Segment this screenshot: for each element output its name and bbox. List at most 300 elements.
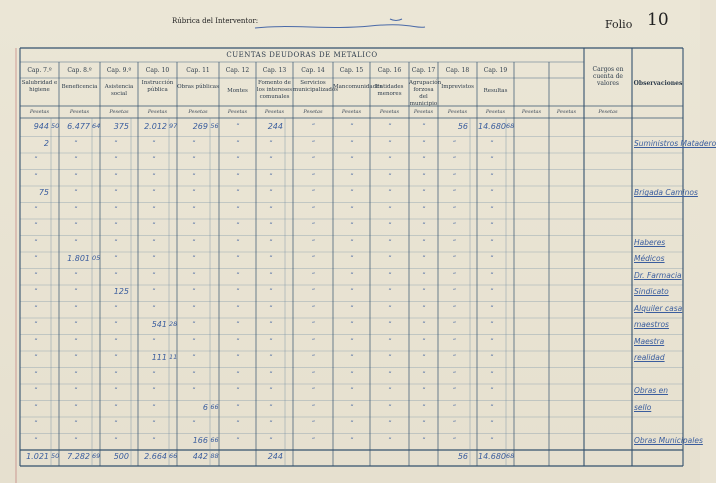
column-cap-label: Cap. 15: [339, 67, 364, 74]
ditto-mark: ”: [113, 238, 118, 246]
ditto-mark: ”: [113, 370, 118, 378]
ditto-mark: ”: [489, 354, 494, 362]
ditto-mark: ”: [268, 189, 273, 197]
ditto-mark: ”: [73, 139, 78, 147]
ditto-mark: ”: [191, 420, 196, 428]
amount-pesetas: 1.021: [26, 452, 49, 461]
column-name-label: Servicios municipalizados: [293, 80, 339, 93]
ditto-mark: ”: [311, 387, 315, 395]
ditto-mark: ”: [421, 139, 426, 147]
ditto-mark: ”: [113, 304, 118, 312]
ditto-mark: ”: [387, 370, 392, 378]
column-unit-label: Pesetas: [598, 109, 618, 115]
ditto-mark: ”: [268, 436, 273, 444]
ditto-mark: ”: [311, 321, 315, 329]
column-unit-label: Pesetas: [69, 109, 90, 115]
ditto-mark: ”: [268, 403, 273, 411]
ditto-mark: ”: [311, 436, 315, 444]
ditto-mark: ”: [73, 205, 78, 213]
amount-pesetas: 1.801: [67, 254, 90, 264]
ditto-mark: ”: [268, 271, 273, 279]
ditto-mark: ”: [113, 337, 118, 345]
ditto-mark: ”: [235, 321, 240, 329]
ditto-mark: ”: [191, 205, 196, 213]
ditto-mark: ”: [113, 189, 118, 197]
ditto-mark: ”: [191, 370, 196, 378]
ditto-mark: ”: [33, 321, 38, 329]
ditto-mark: ”: [73, 189, 78, 197]
ditto-mark: ”: [387, 354, 392, 362]
ditto-mark: ”: [235, 288, 240, 296]
ditto-mark: ”: [113, 222, 118, 230]
ditto-mark: ”: [421, 205, 426, 213]
ditto-mark: ”: [387, 304, 392, 312]
ditto-mark: ”: [191, 172, 196, 180]
ditto-mark: ”: [33, 436, 38, 444]
ditto-mark: ”: [113, 172, 118, 180]
ditto-mark: ”: [489, 420, 494, 428]
ditto-mark: ”: [235, 123, 240, 131]
ditto-mark: ”: [421, 337, 426, 345]
ditto-mark: ”: [73, 337, 78, 345]
amount-centimos: 68: [506, 122, 515, 131]
rubrica-label: Rúbrica del Interventor:: [172, 17, 259, 25]
ditto-mark: ”: [452, 436, 456, 444]
ditto-mark: ”: [421, 436, 426, 444]
amount-centimos: 69: [92, 452, 101, 460]
column-unit-label: Pesetas: [521, 109, 542, 115]
ditto-mark: ”: [33, 370, 38, 378]
ditto-mark: ”: [452, 337, 456, 345]
ditto-mark: ”: [191, 156, 196, 164]
ditto-mark: ”: [33, 288, 38, 296]
ditto-mark: ”: [349, 238, 354, 246]
ditto-mark: ”: [268, 304, 273, 312]
ditto-mark: ”: [489, 304, 494, 312]
ditto-mark: ”: [421, 189, 426, 197]
ditto-mark: ”: [311, 255, 315, 263]
column-cap-label: Cap. 7.º: [27, 67, 52, 74]
ditto-mark: ”: [349, 156, 354, 164]
ditto-mark: ”: [268, 222, 273, 230]
column-name-label: Asistencia social: [104, 84, 134, 97]
column-name-label: Agrupación forzosa del municipio: [409, 80, 442, 107]
ditto-mark: ”: [33, 420, 38, 428]
amount-pesetas: 2.012: [144, 122, 167, 132]
ditto-mark: ”: [452, 172, 456, 180]
ditto-mark: ”: [311, 370, 315, 378]
column-name-label: Salubridad e higiene: [21, 80, 58, 93]
ditto-mark: ”: [191, 139, 196, 147]
column-unit-label: Pesetas: [447, 109, 468, 115]
ditto-mark: ”: [113, 139, 118, 147]
ditto-mark: ”: [349, 255, 354, 263]
ditto-mark: ”: [268, 387, 273, 395]
ditto-mark: ”: [452, 255, 456, 263]
ditto-mark: ”: [489, 436, 494, 444]
ditto-mark: ”: [235, 354, 240, 362]
ditto-mark: ”: [311, 205, 315, 213]
ditto-mark: ”: [421, 387, 426, 395]
ditto-mark: ”: [191, 255, 196, 263]
column-cap-label: Cap. 9.º: [106, 67, 132, 74]
ditto-mark: ”: [73, 370, 78, 378]
column-cap-label: Cap. 14: [301, 67, 325, 74]
column-unit-label: Pesetas: [413, 109, 434, 115]
column-unit-label: Pesetas: [379, 109, 400, 115]
ditto-mark: ”: [235, 304, 240, 312]
amount-pesetas: 442: [192, 452, 208, 461]
observacion-note: Médicos: [634, 254, 665, 264]
observacion-note: Alquiler casa: [634, 303, 683, 313]
ditto-mark: ”: [151, 288, 156, 296]
ditto-mark: ”: [73, 354, 78, 362]
ditto-mark: ”: [452, 354, 456, 362]
amount-pesetas: 166: [192, 435, 208, 445]
ditto-mark: ”: [387, 387, 392, 395]
ditto-mark: ”: [268, 238, 273, 246]
column-unit-label: Pesetas: [303, 109, 323, 115]
amount-pesetas: 14.680: [478, 122, 506, 132]
ditto-mark: ”: [311, 238, 315, 246]
ditto-mark: ”: [387, 238, 392, 246]
column-unit-label: Pesetas: [485, 109, 506, 115]
ditto-mark: ”: [113, 354, 118, 362]
ditto-mark: ”: [235, 222, 240, 230]
ditto-mark: ”: [151, 304, 156, 312]
ditto-mark: ”: [191, 271, 196, 279]
ditto-mark: ”: [387, 205, 392, 213]
ditto-mark: ”: [191, 238, 196, 246]
column-name-label: Resultas: [483, 88, 508, 94]
amount-centimos: 50: [51, 452, 60, 460]
ditto-mark: ”: [268, 156, 273, 164]
ditto-mark: ”: [421, 172, 426, 180]
ditto-mark: ”: [489, 288, 494, 296]
column-cap-label: Cap. 8.º: [67, 67, 92, 74]
ditto-mark: ”: [489, 205, 494, 213]
ditto-mark: ”: [349, 436, 354, 444]
ditto-mark: ”: [349, 420, 354, 428]
ditto-mark: ”: [113, 403, 118, 411]
ditto-mark: ”: [387, 255, 392, 263]
observacion-note: Maestra: [634, 336, 665, 346]
ditto-mark: ”: [151, 189, 156, 197]
ditto-mark: ”: [151, 271, 156, 279]
column-name-label: Instrucción pública: [141, 80, 174, 93]
ditto-mark: ”: [452, 156, 456, 164]
ditto-mark: ”: [489, 271, 494, 279]
ditto-mark: ”: [235, 238, 240, 246]
ditto-mark: ”: [268, 354, 273, 362]
ditto-mark: ”: [113, 156, 118, 164]
ditto-mark: ”: [387, 189, 392, 197]
ditto-mark: ”: [73, 172, 78, 180]
ditto-mark: ”: [33, 205, 38, 213]
ditto-mark: ”: [235, 189, 240, 197]
ditto-mark: ”: [421, 420, 426, 428]
ditto-mark: ”: [387, 222, 392, 230]
ditto-mark: ”: [268, 139, 273, 147]
ditto-mark: ”: [311, 271, 315, 279]
ditto-mark: ”: [452, 205, 456, 213]
ditto-mark: ”: [349, 205, 354, 213]
observacion-note: Dr. Farmacia: [634, 270, 682, 280]
ditto-mark: ”: [268, 321, 273, 329]
ditto-mark: ”: [73, 304, 78, 312]
ditto-mark: ”: [33, 238, 38, 246]
column-name-label: Fomento de los intereses comunales: [256, 80, 293, 100]
amount-centimos: 28: [169, 320, 178, 329]
ditto-mark: ”: [33, 387, 38, 395]
column-name-label: Montes: [227, 88, 248, 94]
ditto-mark: ”: [421, 304, 426, 312]
column-unit-label: Pesetas: [29, 109, 50, 115]
ditto-mark: ”: [33, 222, 38, 230]
observacion-note: Sindicato: [634, 287, 669, 297]
amount-pesetas: 244: [267, 452, 283, 461]
ditto-mark: ”: [311, 420, 315, 428]
ditto-mark: ”: [489, 156, 494, 164]
column-unit-label: Pesetas: [188, 109, 208, 115]
amount-pesetas: 541: [151, 320, 167, 330]
ditto-mark: ”: [113, 255, 118, 263]
column-cap-label: Cap. 19: [483, 67, 508, 74]
ditto-mark: ”: [349, 387, 354, 395]
ditto-mark: ”: [311, 354, 315, 362]
ditto-mark: ”: [33, 271, 38, 279]
ditto-mark: ”: [421, 156, 426, 164]
ditto-mark: ”: [387, 156, 392, 164]
ditto-mark: ”: [489, 387, 494, 395]
ditto-mark: ”: [489, 321, 494, 329]
ditto-mark: ”: [311, 156, 315, 164]
ditto-mark: ”: [151, 403, 156, 411]
column-cap-label: Cap. 17: [411, 67, 436, 74]
ditto-mark: ”: [452, 238, 456, 246]
ditto-mark: ”: [452, 304, 456, 312]
ditto-mark: ”: [268, 288, 273, 296]
ditto-mark: ”: [349, 321, 354, 329]
ditto-mark: ”: [191, 337, 196, 345]
ditto-mark: ”: [452, 321, 456, 329]
ditto-mark: ”: [151, 205, 156, 213]
ditto-mark: ”: [73, 420, 78, 428]
ditto-mark: ”: [235, 271, 240, 279]
ditto-mark: ”: [452, 189, 456, 197]
ditto-mark: ”: [151, 387, 156, 395]
ditto-mark: ”: [311, 189, 315, 197]
observacion-note: Suministros Matadero: [634, 138, 716, 148]
ditto-mark: ”: [489, 255, 494, 263]
column-cap-label: Cap. 13: [262, 67, 287, 74]
ditto-mark: ”: [235, 205, 240, 213]
column-name-label: Imprevistos: [441, 84, 474, 90]
observacion-note: realidad: [634, 353, 665, 363]
amount-centimos: 11: [169, 353, 178, 362]
ditto-mark: ”: [73, 387, 78, 395]
ditto-mark: ”: [387, 420, 392, 428]
ditto-mark: ”: [73, 288, 78, 296]
ditto-mark: ”: [489, 189, 494, 197]
amount-pesetas: 244: [267, 122, 283, 132]
interventor-signature: [250, 14, 430, 34]
ditto-mark: ”: [489, 172, 494, 180]
column-name-label: Beneficencia: [61, 84, 98, 90]
ditto-mark: ”: [387, 288, 392, 296]
amount-centimos: 97: [169, 122, 178, 131]
ditto-mark: ”: [191, 189, 196, 197]
ditto-mark: ”: [151, 156, 156, 164]
ditto-mark: ”: [73, 403, 78, 411]
ditto-mark: ”: [268, 337, 273, 345]
ditto-mark: ”: [113, 436, 118, 444]
column-cap-label: Cap. 10: [145, 67, 170, 74]
column-unit-label: Pesetas: [556, 109, 577, 115]
column-name-label: Obras públicas: [177, 84, 219, 90]
ditto-mark: ”: [311, 288, 315, 296]
ditto-mark: ”: [113, 271, 118, 279]
observacion-note: sello: [634, 402, 652, 412]
ditto-mark: ”: [489, 139, 494, 147]
folio-label: Folio: [605, 18, 633, 31]
ditto-mark: ”: [311, 304, 315, 312]
ditto-mark: ”: [268, 172, 273, 180]
ditto-mark: ”: [452, 271, 456, 279]
ditto-mark: ”: [113, 205, 118, 213]
ditto-mark: ”: [151, 172, 156, 180]
amount-pesetas: 2.664: [144, 452, 167, 461]
ditto-mark: ”: [151, 238, 156, 246]
amount-pesetas: 125: [113, 287, 129, 297]
column-cap-label: Cap. 11: [186, 67, 210, 74]
amount-pesetas: 6: [202, 402, 208, 412]
ditto-mark: ”: [191, 387, 196, 395]
ditto-mark: ”: [268, 205, 273, 213]
ditto-mark: ”: [452, 403, 456, 411]
ditto-mark: ”: [452, 420, 456, 428]
ditto-mark: ”: [489, 222, 494, 230]
amount-pesetas: 75: [38, 188, 49, 198]
column-unit-label: Pesetas: [227, 109, 248, 115]
ditto-mark: ”: [311, 123, 315, 131]
observacion-note: Obras Municipales: [634, 435, 703, 445]
amount-centimos: 66: [210, 435, 219, 444]
section-title: CUENTAS DEUDORAS DE METALICO: [226, 51, 378, 59]
ditto-mark: ”: [33, 403, 38, 411]
ditto-mark: ”: [489, 370, 494, 378]
ditto-mark: ”: [113, 321, 118, 329]
column-cap-label: Cap. 12: [225, 67, 250, 74]
ditto-mark: ”: [311, 222, 315, 230]
amount-centimos: 88: [210, 452, 219, 460]
ditto-mark: ”: [73, 156, 78, 164]
ditto-mark: ”: [33, 156, 38, 164]
ditto-mark: ”: [421, 255, 426, 263]
ditto-mark: ”: [349, 222, 354, 230]
ditto-mark: ”: [421, 288, 426, 296]
amount-pesetas: 375: [113, 122, 129, 132]
ditto-mark: ”: [191, 288, 196, 296]
ditto-mark: ”: [73, 436, 78, 444]
amount-pesetas: 56: [457, 452, 468, 461]
ditto-mark: ”: [387, 139, 392, 147]
ditto-mark: ”: [113, 387, 118, 395]
ditto-mark: ”: [349, 139, 354, 147]
ditto-mark: ”: [73, 222, 78, 230]
ditto-mark: ”: [235, 255, 240, 263]
ditto-mark: ”: [191, 304, 196, 312]
ditto-mark: ”: [387, 123, 392, 131]
observacion-note: Obras en: [634, 386, 669, 396]
ditto-mark: ”: [33, 354, 38, 362]
ditto-mark: ”: [387, 321, 392, 329]
ditto-mark: ”: [73, 238, 78, 246]
ditto-mark: ”: [349, 337, 354, 345]
ditto-mark: ”: [489, 238, 494, 246]
amount-pesetas: 2: [43, 138, 49, 148]
ditto-mark: ”: [33, 255, 38, 263]
ditto-mark: ”: [235, 337, 240, 345]
amount-centimos: 66: [210, 402, 219, 411]
ditto-mark: ”: [268, 370, 273, 378]
ditto-mark: ”: [235, 139, 240, 147]
ditto-mark: ”: [387, 337, 392, 345]
amount-centimos: 56: [210, 122, 219, 131]
ditto-mark: ”: [421, 354, 426, 362]
amount-centimos: 05: [92, 254, 101, 263]
ditto-mark: ”: [421, 123, 426, 131]
ditto-mark: ”: [113, 420, 118, 428]
ditto-mark: ”: [387, 403, 392, 411]
ditto-mark: ”: [421, 238, 426, 246]
ditto-mark: ”: [452, 387, 456, 395]
amount-pesetas: 269: [192, 122, 208, 132]
ditto-mark: ”: [421, 370, 426, 378]
ditto-mark: ”: [349, 172, 354, 180]
ditto-mark: ”: [235, 403, 240, 411]
ditto-mark: ”: [151, 436, 156, 444]
ditto-mark: ”: [349, 403, 354, 411]
column-cap-label: Cap. 18: [445, 67, 470, 74]
ditto-mark: ”: [311, 139, 315, 147]
ditto-mark: ”: [33, 172, 38, 180]
ditto-mark: ”: [235, 172, 240, 180]
ditto-mark: ”: [349, 189, 354, 197]
ditto-mark: ”: [349, 271, 354, 279]
ditto-mark: ”: [33, 304, 38, 312]
observacion-note: maestros: [634, 320, 669, 330]
ditto-mark: ”: [191, 321, 196, 329]
ditto-mark: ”: [452, 222, 456, 230]
ditto-mark: ”: [191, 222, 196, 230]
amount-centimos: 68: [506, 452, 515, 460]
observacion-note: Haberes: [634, 237, 666, 247]
column-cap-label: Cap. 16: [377, 67, 402, 74]
ditto-mark: ”: [151, 139, 156, 147]
amount-pesetas: 14.680: [478, 452, 506, 461]
amount-centimos: 64: [92, 122, 101, 131]
ditto-mark: ”: [151, 222, 156, 230]
ditto-mark: ”: [349, 288, 354, 296]
ditto-mark: ”: [191, 354, 196, 362]
amount-pesetas: 944: [33, 122, 49, 132]
column-name-label: Entidades menores: [375, 84, 404, 97]
ditto-mark: ”: [421, 271, 426, 279]
ditto-mark: ”: [387, 271, 392, 279]
ditto-mark: ”: [421, 222, 426, 230]
amount-pesetas: 7.282: [67, 452, 90, 461]
